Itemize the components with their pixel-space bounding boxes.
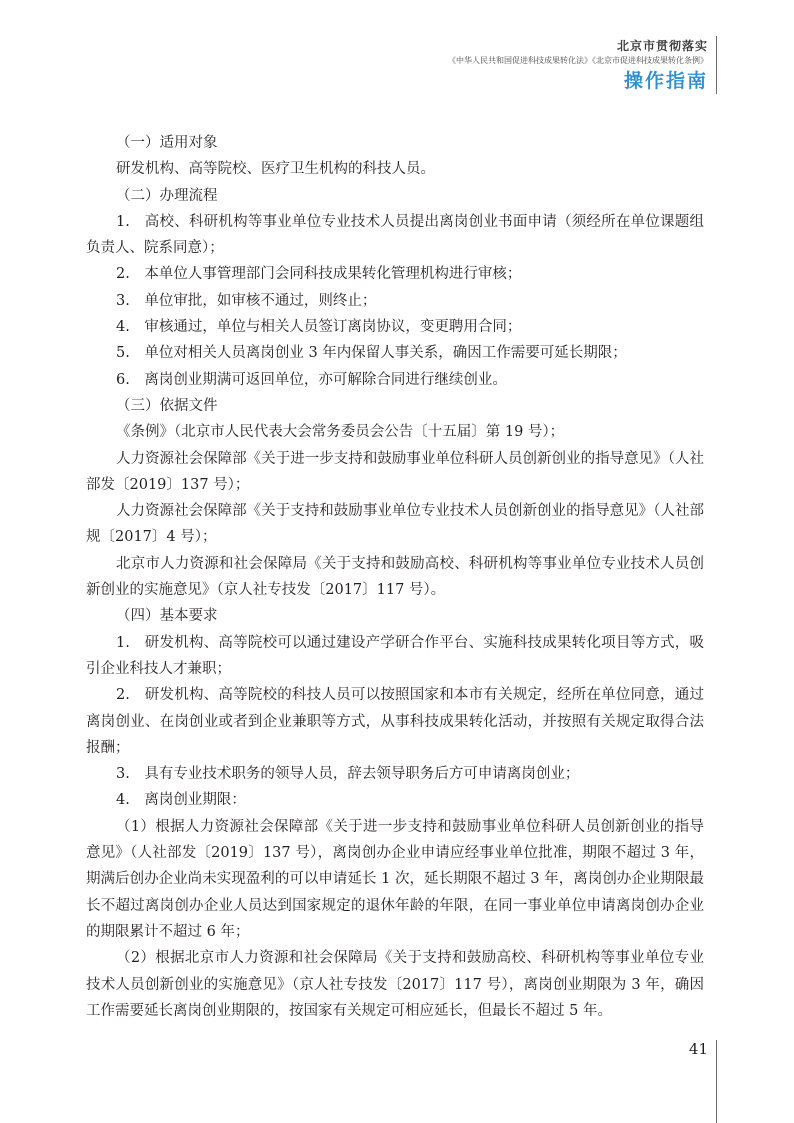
- header-rule: [716, 36, 717, 94]
- list-item: 1. 研发机构、高等院校可以通过建设产学研合作平台、实施科技成果转化项目等方式，吸引企业科技人才兼职；: [86, 634, 704, 677]
- page-number: 41: [688, 1040, 708, 1058]
- paragraph: 北京市人力资源和社会保障局《关于支持和鼓励高校、科研机构等事业单位专业技术人员创新创业的实施意见》（京人社专技发〔2017〕117 号）。: [86, 555, 704, 599]
- list-item: 4. 审核通过，单位与相关人员签订离岗协议，变更聘用合同；: [116, 319, 522, 336]
- list-item: 2. 本单位人事管理部门会同科技成果转化管理机构进行审核；: [116, 266, 522, 283]
- header-guide-label: 操作指南: [623, 70, 708, 92]
- section-heading: （四）基本要求: [116, 608, 218, 625]
- paragraph: 人力资源社会保障部《关于支持和鼓励事业单位专业技术人员创新创业的指导意见》（人社部规〔2017〕4 号）；: [86, 503, 704, 546]
- sub-list-item: （2）根据北京市人力资源和社会保障局《关于支持和鼓励高校、科研机构等事业单位专业技术人员创新创业的实施意见》（京人社专技发〔2017〕117 号），离岗创业期限为 3 年，确因工作需要延长离岗创业期限的，按国家有关规定可相应延长，但最长不超过 5 年。: [86, 950, 704, 1019]
- section-heading: （二）办理流程: [116, 187, 218, 204]
- section-heading: （三）依据文件: [116, 397, 218, 414]
- header-title: 北京市贯彻落实: [616, 39, 708, 53]
- list-item: 3. 单位审批，如审核不通过，则终止；: [116, 292, 377, 309]
- list-item: 6. 离岗创业期满可返回单位，亦可解除合同进行继续创业。: [116, 371, 507, 388]
- list-item: 1. 高校、科研机构等事业单位专业技术人员提出离岗创业书面申请（须经所在单位课题组负责人、院系同意）；: [86, 213, 704, 257]
- body-text: [86, 130, 704, 1024]
- list-item: 4. 离岗创业期限：: [116, 792, 246, 809]
- list-item: 2. 研发机构、高等院校的科技人员可以按照国家和本市有关规定，经所在单位同意，通过离岗创业、在岗创业或者到企业兼职等方式，从事科技成果转化活动，并按照有关规定取得合法报酬；: [86, 687, 704, 756]
- list-item: 3. 具有专业技术职务的领导人员，辞去领导职务后方可申请离岗创业；: [116, 766, 580, 783]
- paragraph: 人力资源社会保障部《关于进一步支持和鼓励事业单位科研人员创新创业的指导意见》（人社部发〔2019〕137 号）；: [86, 450, 704, 493]
- paragraph: 《条例》（北京市人民代表大会常务委员会公告〔十五届〕第 19 号）；: [116, 424, 565, 441]
- header-subtitle: 《中华人民共和国促进科技成果转化法》《北京市促进科技成果转化条例》: [448, 56, 708, 65]
- running-header: [448, 38, 708, 93]
- sub-list-item: （1）根据人力资源社会保障部《关于进一步支持和鼓励事业单位科研人员创新创业的指导意见》（人社部发〔2019〕137 号），离岗创办企业申请应经事业单位批准，期限不超过 3 年，期满后创办企业尚未实现盈利的可以申请延长 1 次，延长期限不超过 3 年，离岗创办企业期限最长不超过离岗创办企业人员达到国家规定的退休年龄的年限，在同一事业单位申请离岗创办企业的期限累计不超过 6 年；: [86, 818, 704, 940]
- list-item: 5. 单位对相关人员离岗创业 3 年内保留人事关系，确因工作需要可延长期限；: [116, 345, 627, 362]
- section-heading: （一）适用对象: [116, 135, 218, 151]
- paragraph: 研发机构、高等院校、医疗卫生机构的科技人员。: [116, 161, 435, 178]
- footer-rule: [716, 1040, 717, 1123]
